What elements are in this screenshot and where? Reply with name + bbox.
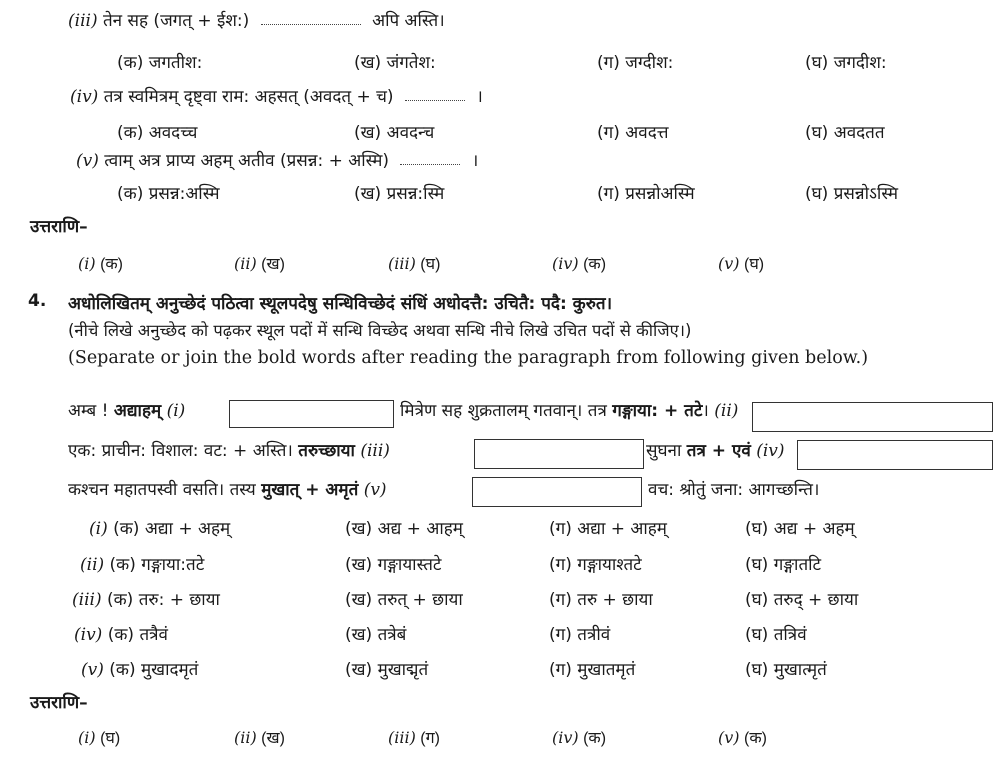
option-gha: (घ) अवदतत [805,123,885,143]
question-4-number: 4. [28,291,47,311]
option-kha: (ख) अद्य + आहम् [345,519,463,539]
option-gha: (घ) जगदीश: [805,53,887,73]
option-ka: (क) प्रसन्न:अस्मि [117,184,220,204]
answer-i: (i) (घ) [78,728,121,747]
option-row-iv: (iv) (क) तत्रैवं [74,625,168,645]
option-gha: (घ) गङ्गातटि [745,555,822,575]
answer-iii: (iii) (ग) [388,728,440,747]
option-ka: (क) अवदच्च [117,123,198,143]
option-ga: (ग) तत्रीवं [549,625,611,645]
option-row-iii: (iii) (क) तरु: + छाया [72,590,220,610]
question-text: त्वाम् अत्र प्राप्य अहम् अतीव (प्रसन्न: + अस्मि) [104,151,390,171]
answer-ii: (ii) (ख) [234,728,285,747]
option-kha: (ख) मुखाद्मृतं [345,660,429,680]
option-kha: (ख) जंगतेश: [354,53,436,73]
answer-v: (v) (घ) [718,254,765,273]
answers-heading: उत्तराणि– [30,693,88,713]
option-ga: (ग) अद्या + आहम् [549,519,667,539]
blank-dotted-line [400,158,460,165]
option-ga: (ग) तरु + छाया [549,590,653,610]
paragraph-line-2-cont: सुघना तत्र + एवं (iv) [646,441,785,461]
option-ga: (ग) मुखातमृतं [549,660,636,680]
option-gha: (घ) तरुद् + छाया [745,590,859,610]
question-v [76,150,478,172]
paragraph-line-1: अम्ब ! अद्याहम् (i) [68,401,186,421]
blank-dotted-line [405,94,465,101]
option-gha: (घ) तत्रिवं [745,625,807,645]
option-gha: (घ) मुखात्मृतं [745,660,827,680]
option-row-v: (v) (क) मुखादमृतं [81,660,199,680]
paragraph-line-3: कश्चन महातपस्वी वसति। तस्य मुखात् + अमृतं (v) [68,480,387,500]
option-gha: (घ) अद्य + अहम् [745,519,855,539]
option-row-ii: (ii) (क) गङ्गाया:तटे [80,555,205,575]
option-kha: (ख) तत्रेबं [345,625,407,645]
question-text: तत्र स्वमित्रम् दृष्ट्वा राम: अहसत् (अवदत् + च) [103,87,394,107]
question-number: (iv) [70,87,99,107]
blank-box-iii[interactable] [474,439,644,469]
question-iii [68,10,445,32]
option-ga: (ग) जग्दीश: [597,53,674,73]
option-ga: (ग) प्रसन्नोअस्मि [597,184,695,204]
answers-heading: उत्तराणि– [30,217,88,237]
answer-iv: (iv) (क) [552,254,607,273]
hindi-instruction: (नीचे लिखे अनुच्छेद को पढ़कर स्थूल पदों में सन्धि विच्छेद अथवा सन्धि नीचे लिखे उचित पदों से कीजिए।) [68,321,692,340]
option-kha: (ख) प्रसन्न:स्मि [354,184,445,204]
question-text: तेन सह (जगत् + ईश:) [102,11,250,31]
paragraph-line-2: एक: प्राचीन: विशाल: वट: + अस्ति। तरुच्छाया (iii) [68,441,390,461]
english-instruction: (Separate or join the bold words after reading the paragraph from following given below.) [68,348,869,368]
blank-box-ii[interactable] [752,402,993,432]
question-4-title: अधोलिखितम् अनुच्छेदं पठित्वा स्थूलपदेषु सन्धिविच्छेदं संधिं अधोदत्तै: उचितै: पदै: कुरुत। [68,294,613,314]
option-kha: (ख) अवदन्च [354,123,435,143]
blank-box-iv[interactable] [797,440,993,470]
option-row-i: (i) (क) अद्या + अहम् [89,519,231,539]
question-text-end: । [476,87,483,107]
answer-ii: (ii) (ख) [234,254,285,273]
option-gha: (घ) प्रसन्नोऽस्मि [805,184,899,204]
option-kha: (ख) तरुत् + छाया [345,590,463,610]
answer-v: (v) (क) [718,728,767,747]
option-ka: (क) जगतीश: [117,53,203,73]
question-text-end: अपि अस्ति। [372,11,445,31]
answer-iv: (iv) (क) [552,728,607,747]
option-kha: (ख) गङ्गायास्तटे [345,555,442,575]
answer-i: (i) (क) [78,254,124,273]
option-ga: (ग) अवदत्त [597,123,669,143]
blank-box-i[interactable] [229,400,394,428]
question-number: (iii) [68,11,98,31]
question-number: (v) [76,151,99,171]
paragraph-line-3-cont: वच: श्रोतुं जना: आगच्छन्ति। [648,480,820,500]
paragraph-line-1-cont: मित्रेण सह शुक्रतालम् गतवान्। तत्र गङ्गाया: + तटे। (ii) [400,401,739,421]
blank-box-v[interactable] [472,477,642,507]
blank-dotted-line [261,18,361,25]
answer-iii: (iii) (घ) [388,254,441,273]
option-ga: (ग) गङ्गायाश्तटे [549,555,642,575]
question-text-end: । [471,151,479,171]
question-iv [70,86,483,108]
